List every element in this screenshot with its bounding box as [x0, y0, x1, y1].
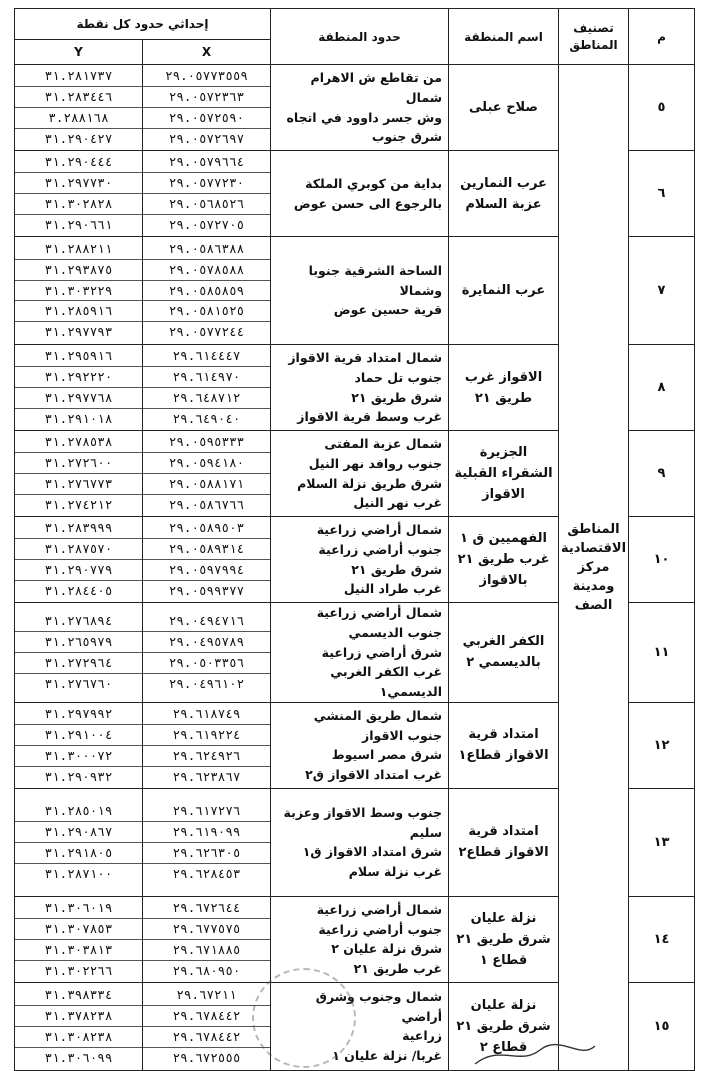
y-coords-cell-line: ٣١.٢٩١٨٠٥ [15, 843, 142, 864]
y-coords-cell-line: ٣١.٣٠٣٢٢٩ [15, 281, 142, 302]
bounds-cell-line: جنوب روافد نهر النيل [308, 455, 443, 471]
bounds-cell [271, 702, 449, 788]
bounds-cell-line: جنوب الديسمي [348, 624, 443, 640]
row-index-cell: ١٤ [629, 896, 695, 982]
y-coords-cell-line: ٣١.٢٨٣٩٩٩ [15, 518, 142, 539]
x-coords-cell-line: ٢٩.٠٥٧٩٦٦٤ [143, 152, 270, 173]
y-coords-cell-line: ٣١.٣٠٦٠١٩ [15, 898, 142, 919]
area-name-cell: نزلة عليان شرق طريق ٢١ قطاع ٢ [449, 982, 559, 1070]
y-coords-cell-line: ٣١.٣٧٨٢٣٨ [15, 1006, 142, 1027]
bounds-cell-line: غربا/ نزلة عليان ١ [332, 1048, 443, 1064]
y-coords-cell-line: ٣١.٢٨١٧٣٧ [15, 66, 142, 87]
bounds-cell-line: سليم [409, 824, 443, 840]
x-coords-cell-line: ٢٩.٦١٤٩٧٠ [143, 367, 270, 388]
row-index-cell: ١٣ [629, 788, 695, 896]
row-index-cell: ١٥ [629, 982, 695, 1070]
x-coords-cell-line: ٢٩.٦٧٧٥٧٥ [143, 919, 270, 940]
x-coords-cell-line: ٢٩.٠٥٧٧٢٤٤ [168, 324, 245, 340]
bounds-header: حدود المنطقة [271, 9, 449, 65]
bounds-cell-line: شرق طريق ٢١ [351, 389, 443, 405]
bounds-cell-line: جنوب أراضي زراعية [318, 921, 443, 937]
x-coords-cell-line: ٢٩.٦٧١٨٨٥ [143, 940, 270, 961]
y-coords-cell [15, 431, 143, 517]
bounds-cell-line: شرق طريق ٢١ [351, 561, 443, 577]
x-coords-cell-line: ٢٩.٠٥٧٧٢٣٠ [143, 173, 270, 194]
bounds-cell-line: شمال أراضي زراعية [316, 605, 443, 620]
x-coords-cell-line: ٢٩.٦٧٢٥٥٥ [172, 1049, 241, 1065]
y-coords-cell-line: ٣١.٣٩٨٣٣٤ [15, 985, 142, 1006]
x-coords-cell-line: ٢٩.٠٤٩٤٧١٦ [143, 611, 270, 632]
bounds-cell-line: جنوب تل حماد [354, 369, 443, 385]
x-coords-cell-line: ٢٩.٠٥٧٧٣٥٥٩ [143, 66, 270, 87]
bounds-cell-line: شرق نزلة عليان ٢ [331, 941, 443, 957]
bounds-cell-line: شرق أراضي زراعية [321, 644, 443, 660]
row-index-cell: ٧ [629, 237, 695, 345]
x-coords-cell-line: ٢٩.٠٥٧٢٥٩٠ [143, 108, 270, 129]
y-coords-cell-line: ٣١.٢٨٧٥٧٠ [15, 539, 142, 560]
y-coords-cell-line: ٣١.٢٩٧٧٣٠ [15, 173, 142, 194]
y-coords-cell [15, 982, 143, 1070]
x-coords-cell-line: ٢٩.٠٥٧٢٧٠٥ [168, 216, 245, 232]
signature-mark [470, 1040, 600, 1068]
row-index-cell: ١٢ [629, 702, 695, 788]
y-coords-cell [15, 788, 143, 896]
bounds-cell-line: جنوب وسط الاقواز وعزبة [283, 804, 443, 820]
bounds-cell-line: غرب نزلة سلام [348, 864, 443, 880]
y-header: Y [15, 40, 143, 65]
y-coords-cell-line: ٣١.٢٨٨٢١١ [15, 239, 142, 260]
y-coords-cell-line: ٣١.٣٠٣٨١٣ [15, 940, 142, 961]
y-coords-cell-line: ٣١.٢٩١٠١٨ [44, 410, 113, 426]
x-coords-cell-line: ٢٩.٠٥٠٣٣٥٦ [143, 653, 270, 674]
area-name-cell: الكفر الغربي بالديسمي ٢ [449, 603, 559, 703]
bounds-cell-line: زراعية [402, 1028, 443, 1044]
bounds-cell-line: شمال أراضي زراعية [316, 901, 443, 917]
x-coords-cell-line: ٢٩.٦١٩٢٢٤ [143, 725, 270, 746]
bounds-cell [271, 603, 449, 703]
y-coords-cell-line: ٣١.٢٨٥٩١٦ [15, 301, 142, 322]
bounds-cell [271, 151, 449, 237]
y-coords-cell-line: ٣.٢٨٨١٦٨ [15, 108, 142, 129]
x-coords-cell-line: ٢٩.٦٢٣٨٦٧ [172, 768, 241, 784]
area-name-cell: الفهميين ق ١ غرب طريق ٢١ بالاقواز [449, 517, 559, 603]
bounds-cell-line: شرق امتداد الاقواز ق١ [302, 844, 443, 860]
bounds-cell-line: غرب الكفر الغربي الديسمي١ [330, 664, 443, 700]
x-coords-cell [143, 702, 271, 788]
row-index-cell: ٨ [629, 345, 695, 431]
y-coords-cell-line: ٣١.٣٠٢٢٦٦ [44, 962, 113, 978]
bounds-cell [271, 345, 449, 431]
area-name-cell: الجزيرة الشقراء القبلية الاقواز [449, 431, 559, 517]
y-coords-cell-line: ٣١.٢٩٠٤٤٤ [15, 152, 142, 173]
y-coords-cell-line: ٣١.٣٠٠٠٧٢ [15, 746, 142, 767]
area-name-cell: نزلة عليان شرق طريق ٢١ قطاع ١ [449, 896, 559, 982]
x-coords-cell-line: ٢٩.٦٤٩٠٤٠ [172, 410, 241, 426]
x-coords-cell-line: ٢٩.٠٥٧٨٥٨٨ [143, 260, 270, 281]
y-coords-cell-line: ٣١.٢٧٦٨٩٤ [15, 611, 142, 632]
row-index-cell: ١١ [629, 603, 695, 703]
x-coords-cell [143, 151, 271, 237]
y-coords-cell-line: ٣١.٢٨٣٤٤٦ [15, 87, 142, 108]
area-name-cell: عرب النمارين عزبة السلام [449, 151, 559, 237]
bounds-cell-line: من تقاطع ش الاهرام شمال [310, 69, 443, 105]
y-coords-cell-line: ٣١.٢٧٦٧٦٠ [44, 675, 113, 691]
y-coords-cell-line: ٣١.٢٧٦٧٧٣ [15, 474, 142, 495]
x-coords-cell-line: ٢٩.٠٤٩٦١٠٢ [168, 675, 245, 691]
x-coords-cell [143, 431, 271, 517]
area-name-cell: صلاح عبلى [449, 65, 559, 151]
x-coords-cell-line: ٢٩.٠٥٨٨١٧١ [143, 474, 270, 495]
x-coords-cell-line: ٢٩.٠٥٨٦٣٨٨ [143, 239, 270, 260]
y-coords-cell-line: ٣١.٢٩٥٩١٦ [15, 346, 142, 367]
bounds-cell-line: جنوب الاقواز [362, 727, 443, 743]
y-coords-cell-line: ٣١.٢٩٠٨٦٧ [15, 822, 142, 843]
y-coords-cell-line: ٣١.٢٩٢٢٢٠ [15, 367, 142, 388]
y-coords-cell-line: ٣١.٢٩٣٨٧٥ [15, 260, 142, 281]
bounds-cell-line: شمال أراضي زراعية [316, 521, 443, 537]
x-coords-cell [143, 982, 271, 1070]
bounds-cell [271, 788, 449, 896]
y-coords-cell [15, 517, 143, 603]
y-coords-cell-line: ٣١.٢٩٠٦٦١ [44, 216, 113, 232]
bounds-cell-line: شرق جنوب [371, 129, 443, 145]
bounds-cell-line: الساحة الشرقية جنوبا وشمالا [308, 262, 443, 298]
bounds-cell-line: شرق مصر اسيوط [331, 747, 443, 763]
y-coords-cell-line: ٣١.٣٠٨٢٣٨ [15, 1027, 142, 1048]
row-index-cell: ٩ [629, 431, 695, 517]
economic-zones-table [14, 8, 695, 1071]
x-coords-cell-line: ٢٩.٠٥٦٨٥٢٦ [143, 194, 270, 215]
bounds-cell [271, 65, 449, 151]
table-row [15, 65, 695, 151]
y-coords-cell-line: ٣١.٢٩٧٧٩٣ [44, 324, 113, 340]
x-coords-cell-line: ٢٩.٦١٩٠٩٩ [143, 822, 270, 843]
area-name-header: اسم المنطقة [449, 9, 559, 65]
bounds-cell-line: غرب نهر النيل [353, 495, 443, 511]
y-coords-cell-line: ٣١.٢٧٢٩٦٤ [15, 653, 142, 674]
x-coords-cell-line: ٢٩.٠٤٩٥٧٨٩ [143, 632, 270, 653]
area-name-cell: الاقواز غرب طريق ٢١ [449, 345, 559, 431]
y-coords-cell-line: ٣١.٢٧٨٥٣٨ [15, 432, 142, 453]
x-coords-cell [143, 603, 271, 703]
x-coords-cell-line: ٢٩.٦٢٦٣٠٥ [143, 843, 270, 864]
x-coords-cell [143, 65, 271, 151]
bounds-cell-line: شمال طريق المنشي [313, 707, 443, 723]
y-coords-cell [15, 345, 143, 431]
x-coords-cell-line: ٢٩.٠٥٨٦٧٦٦ [168, 496, 245, 512]
x-coords-cell-line: ٢٩.٠٥٨٩٥٠٣ [143, 518, 270, 539]
y-coords-cell-line: ٣١.٢٨٧١٠٠ [44, 865, 113, 881]
y-coords-cell [15, 896, 143, 982]
x-coords-cell-line: ٢٩.٠٥٩٩٣٧٧ [168, 582, 245, 598]
x-coords-cell-line: ٢٩.٦٢٨٤٥٣ [172, 865, 241, 881]
bounds-cell [271, 237, 449, 345]
index-header: م [629, 9, 695, 65]
official-stamp [252, 968, 356, 1068]
x-coords-cell-line: ٢٩.٦٧٢٦٤٤ [143, 898, 270, 919]
bounds-cell [271, 517, 449, 603]
x-coords-cell [143, 237, 271, 345]
bounds-cell-line: شرق طريق نزلة السلام [297, 475, 443, 491]
bounds-cell-line: غرب طريق ٢١ [353, 961, 443, 977]
y-coords-cell-line: ٣١.٣٠٢٨٢٨ [15, 194, 142, 215]
y-coords-cell-line: ٣١.٢٧٤٢١٢ [44, 496, 113, 512]
area-name-cell: عرب النمايرة [449, 237, 559, 345]
x-coords-cell-line: ٢٩.٦١٨٧٤٩ [143, 704, 270, 725]
x-coords-cell-line: ٢٩.٦١٤٤٤٧ [143, 346, 270, 367]
coords-group-header: إحداثي حدود كل نقطة [15, 9, 271, 40]
bounds-cell-line: وش جسر داوود في اتجاه [286, 109, 443, 125]
y-coords-cell [15, 65, 143, 151]
x-coords-cell-line: ٢٩.٠٥٩٤١٨٠ [143, 453, 270, 474]
y-coords-cell-line: ٣١.٢٩١٠٠٤ [15, 725, 142, 746]
x-coords-cell [143, 345, 271, 431]
classification-header: تصنيف المناطق [559, 9, 629, 65]
area-name-cell: امتداد قرية الاقواز قطاع١ [449, 702, 559, 788]
y-coords-cell-line: ٣١.٣٠٦٠٩٩ [44, 1049, 113, 1065]
y-coords-cell [15, 702, 143, 788]
x-coords-cell-line: ٢٩.٠٥٧٢٦٩٧ [168, 130, 245, 146]
y-coords-cell-line: ٣١.٢٦٥٩٧٩ [15, 632, 142, 653]
bounds-cell-line: شمال وجنوب وشرق أراضي [315, 988, 443, 1024]
y-coords-cell [15, 603, 143, 703]
y-coords-cell-line: ٣١.٣٠٧٨٥٣ [15, 919, 142, 940]
classification-cell: المناطق الاقتصادية مركز ومدينة الصف [559, 65, 629, 1071]
x-coords-cell-line: ٢٩.٠٥٩٧٩٩٤ [143, 560, 270, 581]
x-coords-cell-line: ٢٩.٦٧٢١١ [143, 985, 270, 1006]
x-coords-cell [143, 896, 271, 982]
x-coords-cell-line: ٢٩.٦٧٨٤٤٢ [143, 1027, 270, 1048]
y-coords-cell [15, 151, 143, 237]
x-coords-cell [143, 788, 271, 896]
bounds-cell-line: شمال عزبة المفتى [324, 435, 443, 451]
x-coords-cell-line: ٢٩.٠٥٨٩٣١٤ [143, 539, 270, 560]
y-coords-cell-line: ٣١.٢٩٧٧٦٨ [15, 388, 142, 409]
y-coords-cell-line: ٣١.٢٧٢٦٠٠ [15, 453, 142, 474]
bounds-cell-line: غرب طراد النيل [343, 581, 443, 597]
y-coords-cell-line: ٣١.٢٩٠٧٧٩ [15, 560, 142, 581]
bounds-cell-line: غرب وسط قرية الاقواز [297, 409, 443, 425]
row-index-cell: ١٠ [629, 517, 695, 603]
x-coords-cell-line: ٢٩.٦٧٨٤٤٢ [143, 1006, 270, 1027]
x-coords-cell-line: ٢٩.٦٤٨٧١٢ [143, 388, 270, 409]
y-coords-cell-line: ٣١.٢٩٠٩٣٢ [44, 768, 113, 784]
x-coords-cell-line: ٢٩.٠٥٩٥٣٣٣ [143, 432, 270, 453]
x-coords-cell-line: ٢٩.٠٥٨٥٨٥٩ [143, 281, 270, 302]
x-coords-cell-line: ٢٩.٦١٧٢٧٦ [143, 801, 270, 822]
row-index-cell: ٥ [629, 65, 695, 151]
bounds-cell-line: بداية من كوبري الملكة [305, 175, 443, 191]
bounds-cell-line: غرب امتداد الاقواز ق٢ [305, 767, 443, 783]
x-coords-cell-line: ٢٩.٠٥٨١٥٢٥ [143, 301, 270, 322]
x-coords-cell-line: ٢٩.٠٥٧٢٣٦٣ [143, 87, 270, 108]
bounds-cell-line: شمال امتداد قرية الاقواز [288, 349, 443, 365]
area-name-cell: امتداد قرية الاقواز قطاع٢ [449, 788, 559, 896]
x-coords-cell-line: ٢٩.٦٨٠٩٥٠ [172, 962, 241, 978]
bounds-cell [271, 431, 449, 517]
y-coords-cell [15, 237, 143, 345]
bounds-cell-line: بالرجوع الى حسن عوض [293, 195, 443, 211]
bounds-cell-line: جنوب أراضي زراعية [318, 541, 443, 557]
y-coords-cell-line: ٣١.٢٨٥٠١٩ [15, 801, 142, 822]
row-index-cell: ٦ [629, 151, 695, 237]
y-coords-cell-line: ٣١.٢٩٠٤٢٧ [44, 130, 113, 146]
y-coords-cell-line: ٣١.٢٩٧٩٩٢ [15, 704, 142, 725]
y-coords-cell-line: ٣١.٢٨٤٤٠٥ [44, 582, 113, 598]
x-header: X [143, 40, 271, 65]
x-coords-cell [143, 517, 271, 603]
bounds-cell-line: قرية حسين عوض [333, 302, 443, 318]
x-coords-cell-line: ٢٩.٦٢٤٩٢٦ [143, 746, 270, 767]
